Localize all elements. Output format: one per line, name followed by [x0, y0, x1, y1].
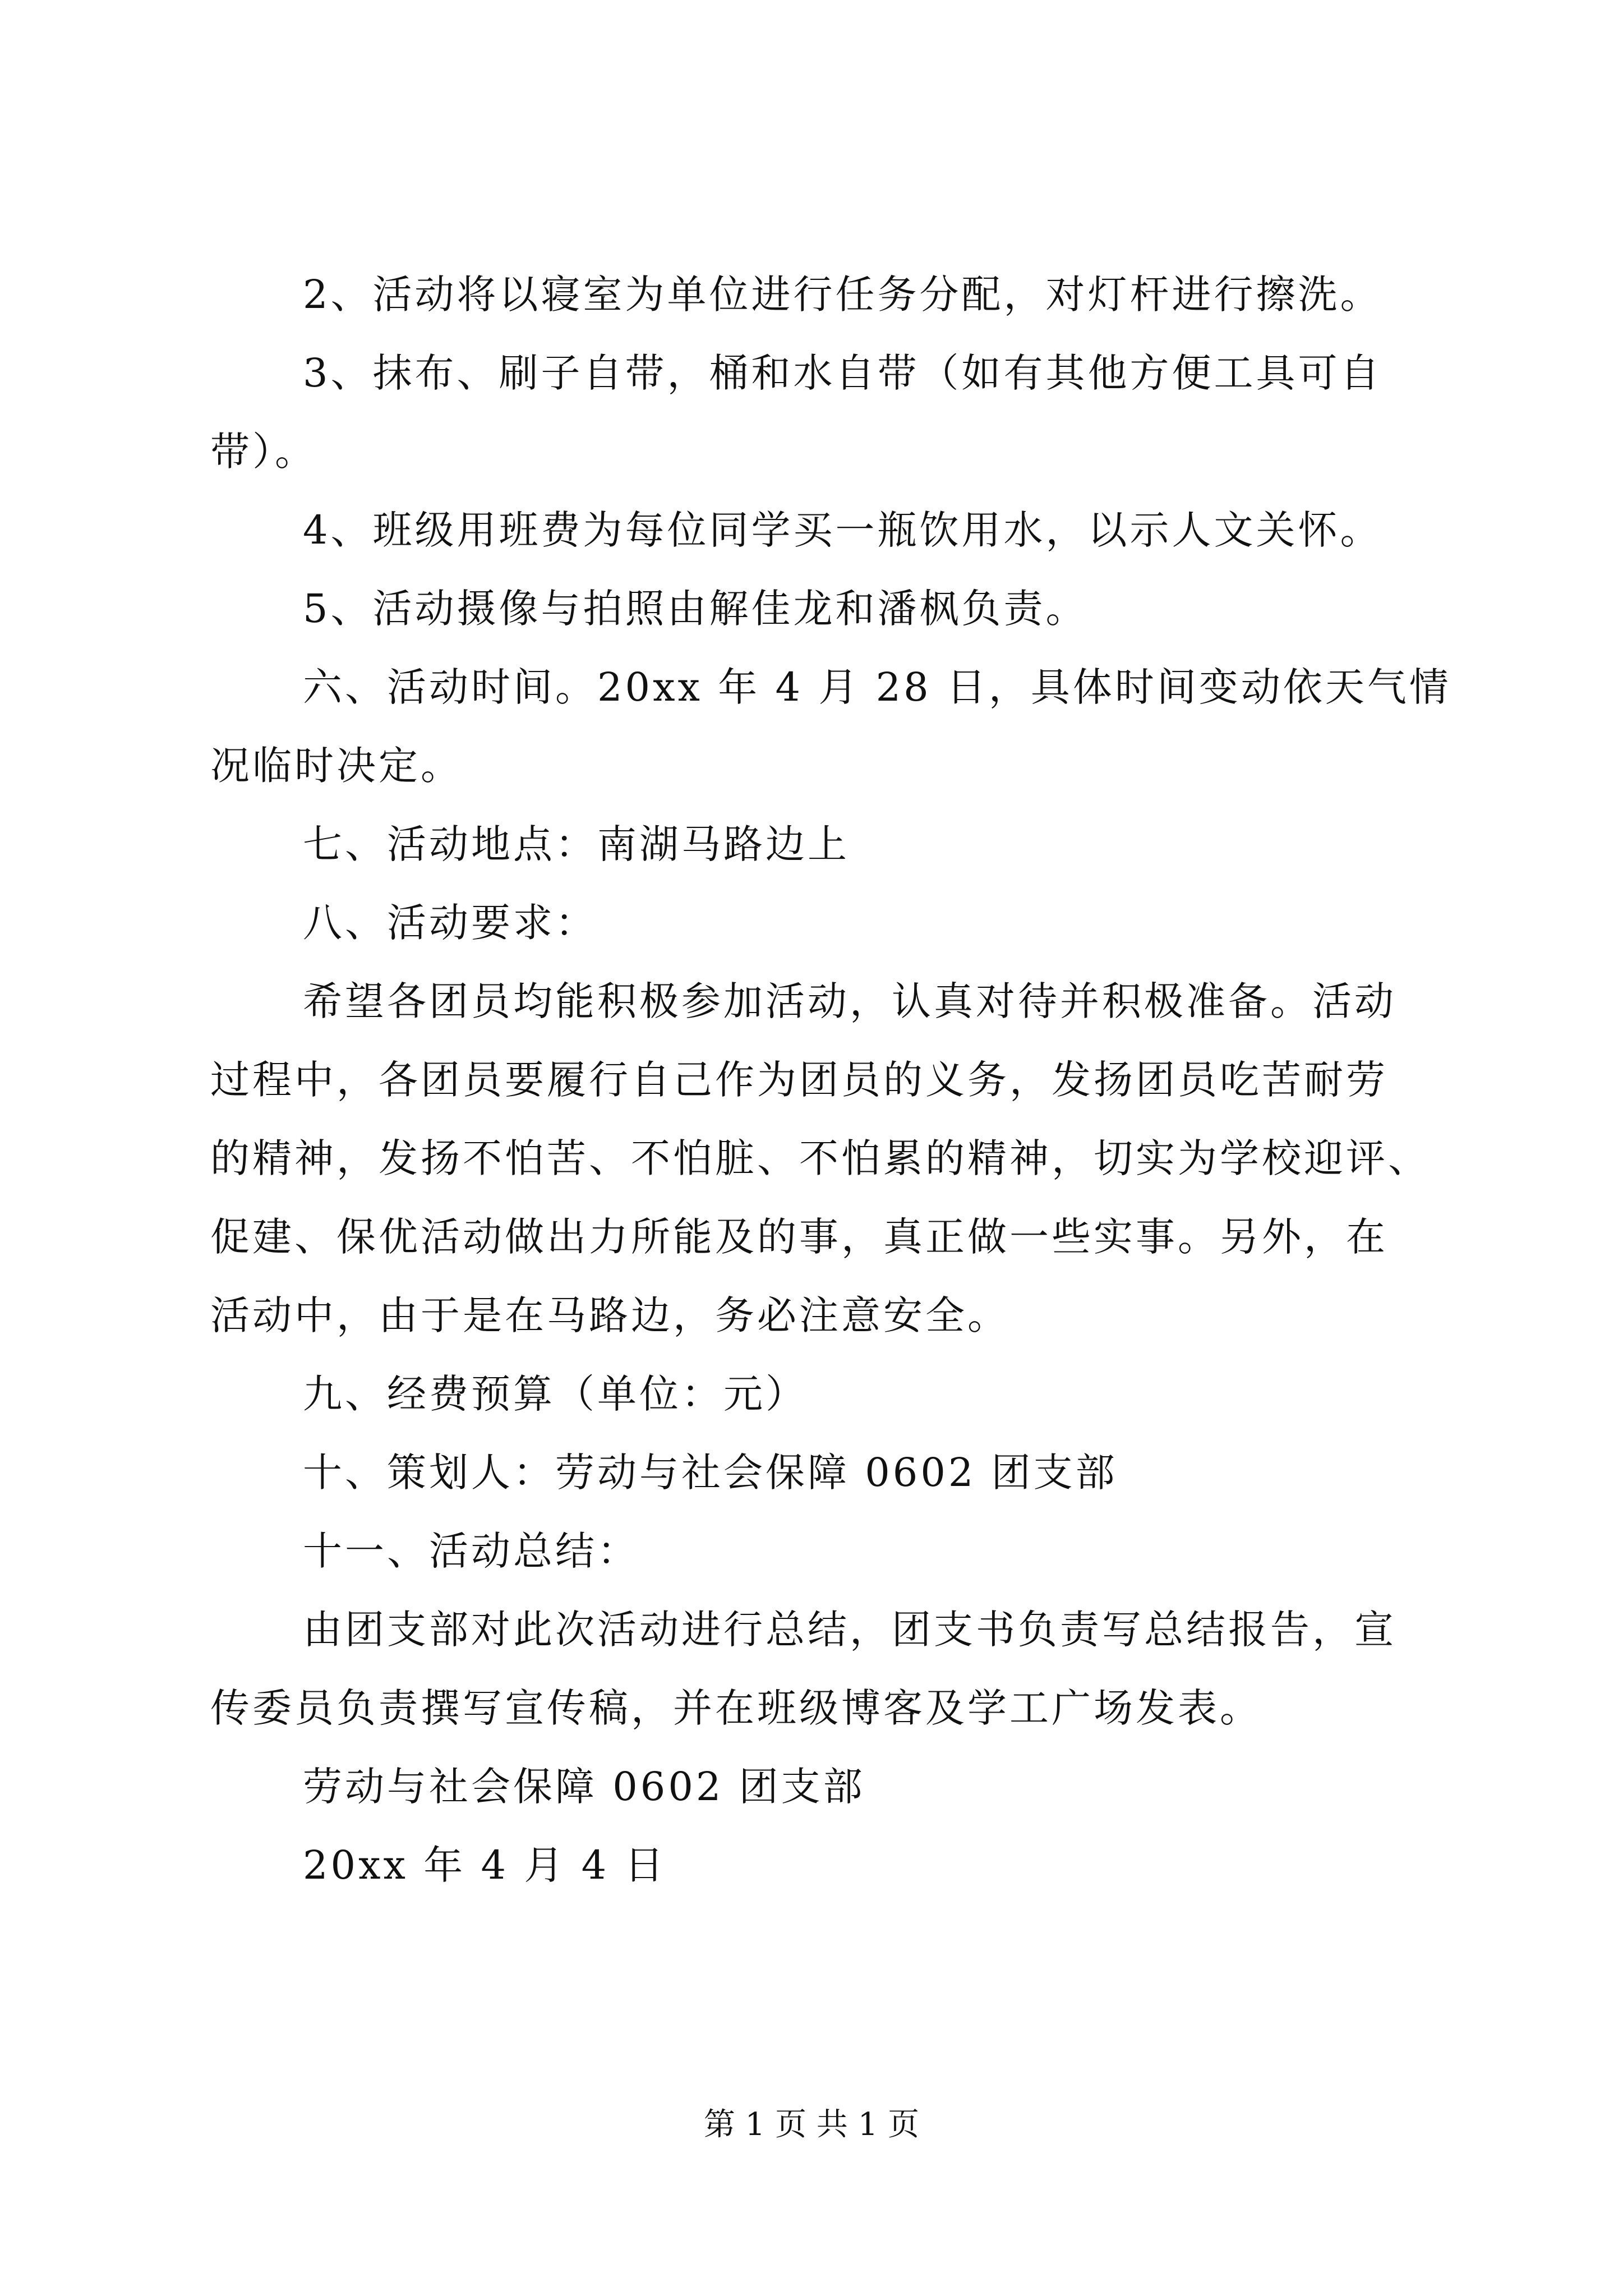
paragraph-line: 六、活动时间。20xx 年 4 月 28 日，具体时间变动依天气情: [303, 664, 1451, 710]
paragraph-line: 十一、活动总结：: [303, 1528, 639, 1574]
paragraph-line: 带）。: [210, 429, 317, 475]
paragraph-line: 七、活动地点：南湖马路边上: [303, 821, 850, 867]
paragraph-line: 九、经费预算（单位：元）: [303, 1371, 808, 1417]
paragraph-line: 4、班级用班费为每位同学买一瓶饮用水，以示人文关怀。: [303, 507, 1382, 553]
paragraph-line: 传委员负责撰写宣传稿，并在班级博客及学工广场发表。: [210, 1685, 1262, 1731]
paragraph-line: 过程中，各团员要履行自己作为团员的义务，发扬团员吃苦耐劳: [210, 1057, 1388, 1103]
paragraph-line: 由团支部对此次活动进行总结，团支书负责写总结报告，宣: [303, 1607, 1396, 1653]
paragraph-line: 八、活动要求：: [303, 900, 597, 946]
page-footer: 第 1 页 共 1 页: [703, 2106, 920, 2143]
paragraph-line: 5、活动摄像与拍照由解佳龙和潘枫负责。: [303, 586, 1088, 632]
paragraph-line: 的精神，发扬不怕苦、不怕脏、不怕累的精神，切实为学校迎评、: [210, 1135, 1430, 1181]
date-line: 20xx 年 4 月 4 日: [303, 1842, 667, 1888]
paragraph-line: 活动中，由于是在马路边，务必注意安全。: [210, 1292, 1009, 1338]
paragraph-line: 2、活动将以寝室为单位进行任务分配，对灯杆进行擦洗。: [303, 272, 1382, 318]
paragraph-line: 希望各团员均能积极参加活动，认真对待并积极准备。活动: [303, 978, 1396, 1024]
paragraph-line: 促建、保优活动做出力所能及的事，真正做一些实事。另外，在: [210, 1214, 1388, 1260]
paragraph-line: 十、策划人：劳动与社会保障 0602 团支部: [303, 1450, 1118, 1496]
paragraph-line: 3、抹布、刷子自带，桶和水自带（如有其他方便工具可自: [303, 350, 1382, 396]
paragraph-line: 况临时决定。: [210, 743, 463, 789]
signature-line: 劳动与社会保障 0602 团支部: [303, 1764, 865, 1810]
